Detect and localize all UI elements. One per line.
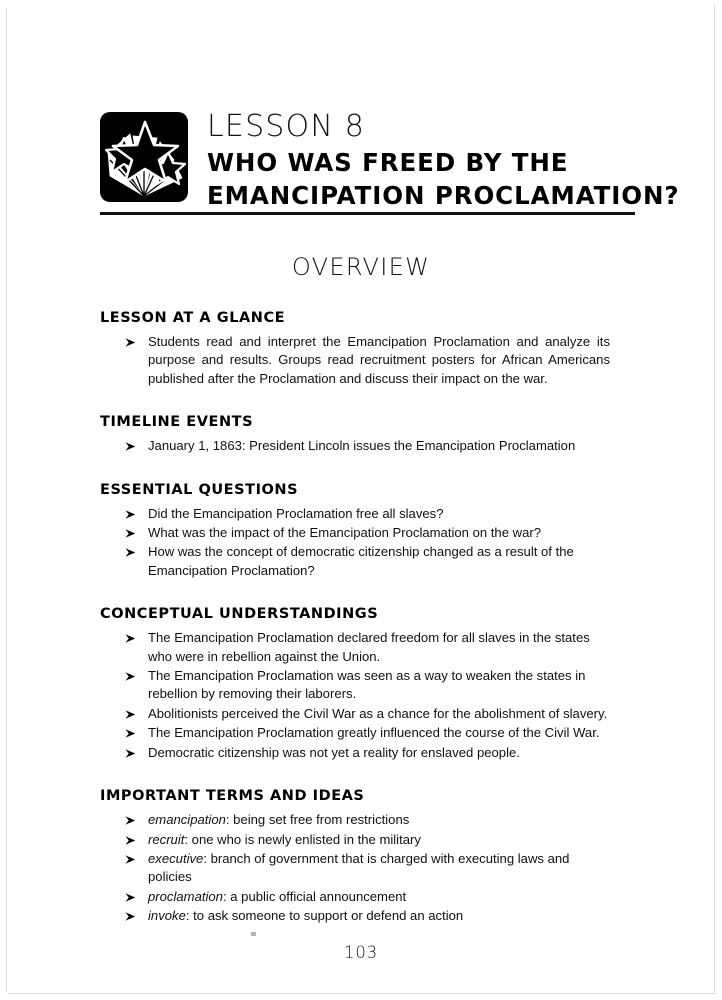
arrow-bullet-icon: [125, 850, 136, 864]
term-definition: : being set free from restrictions: [225, 812, 410, 828]
list-item-text: January 1, 1863: President Lincoln issues the Emancipation Proclamation: [148, 438, 576, 454]
overview-heading: OVERVIEW: [291, 253, 431, 281]
section-timeline-events: [100, 414, 612, 455]
section-lesson-at-a-glance: [100, 310, 612, 388]
bullet-list: [100, 629, 612, 762]
term-name: proclamation: [148, 888, 223, 904]
list-item: [100, 831, 612, 849]
term-name: invoke: [148, 908, 186, 924]
list-item-text: What was the impact of the Emancipation Proclamation on the war?: [148, 525, 542, 541]
section-conceptual-understandings: [100, 606, 612, 762]
bullet-list: [100, 811, 612, 925]
list-item: [100, 505, 612, 523]
arrow-bullet-icon: [125, 888, 136, 902]
arrow-bullet-icon: [125, 543, 136, 557]
arrow-bullet-icon: [125, 505, 136, 519]
arrow-bullet-icon: [125, 831, 136, 845]
section-heading: ESSENTIAL QUESTIONS: [100, 481, 299, 498]
arrow-bullet-icon: [125, 524, 136, 538]
list-item: [100, 705, 612, 723]
list-item: [100, 524, 612, 542]
arrow-bullet-icon: [125, 437, 136, 451]
scan-artifact-speck: [251, 932, 256, 936]
list-item: [100, 888, 612, 906]
lesson-number: LESSON 8: [207, 109, 366, 144]
list-item-text: Democratic citizenship was not yet a reality for enslaved people.: [148, 744, 520, 760]
list-item-text: Students read and interpret the Emancipation Proclamation and analyze its purpose and results. Groups read recruitment posters for African Americans published after the Proclamation and discuss their impact on the war.: [148, 334, 610, 386]
scan-edge-bottom: [8, 993, 714, 994]
scan-edge-right: [714, 4, 715, 994]
term-definition: : a public official announcement: [222, 888, 407, 904]
section-important-terms-and-ideas: [100, 788, 612, 925]
lesson-title-line-2: EMANCIPATION PROCLAMATION?: [207, 180, 680, 210]
masthead: [100, 109, 680, 210]
list-item: [100, 850, 612, 887]
term-definition: : one who is newly enlisted in the military: [184, 831, 421, 847]
section-heading: TIMELINE EVENTS: [100, 414, 254, 431]
term-name: recruit: [148, 831, 185, 847]
arrow-bullet-icon: [125, 667, 136, 681]
arrow-bullet-icon: [125, 705, 136, 719]
bullet-list: [100, 333, 612, 388]
bullet-list: [100, 437, 612, 455]
section-essential-questions: [100, 482, 612, 581]
arrow-bullet-icon: [125, 811, 136, 825]
arrow-bullet-icon: [125, 907, 136, 921]
section-heading: CONCEPTUAL UNDERSTANDINGS: [100, 606, 379, 623]
title-divider-rule: [100, 212, 635, 215]
list-item: [100, 724, 612, 742]
term-name: emancipation: [148, 812, 226, 828]
list-item-text: Did the Emancipation Proclamation free all slaves?: [148, 505, 444, 521]
list-item-text: How was the concept of democratic citizenship changed as a result of the Emancipation Proclamation?: [148, 544, 574, 578]
list-item: [100, 811, 612, 829]
bullet-list: [100, 505, 612, 581]
arrow-bullet-icon: [125, 629, 136, 643]
list-item-text: The Emancipation Proclamation was seen as a way to weaken the states in rebellion by removing their laborers.: [148, 668, 586, 702]
list-item-text: The Emancipation Proclamation greatly influenced the course of the Civil War.: [148, 725, 600, 741]
term-name: executive: [148, 850, 204, 866]
list-item: [100, 437, 612, 455]
arrow-bullet-icon: [125, 744, 136, 758]
list-item: [100, 629, 612, 666]
section-heading: LESSON AT A GLANCE: [100, 310, 286, 326]
page-number: 103: [344, 943, 378, 962]
list-item: [100, 907, 612, 925]
list-item-text: The Emancipation Proclamation declared freedom for all slaves in the states who were in rebellion against the Union.: [148, 630, 590, 664]
term-definition: : to ask someone to support or defend an action: [185, 908, 464, 924]
arrow-bullet-icon: [125, 333, 136, 347]
title-block: [207, 110, 680, 209]
list-item: [100, 333, 612, 388]
term-definition: : branch of government that is charged with executing laws and policies: [148, 850, 570, 885]
lesson-title-line-1: WHO WAS FREED BY THE: [207, 148, 569, 177]
list-item: [100, 543, 612, 580]
list-item: [100, 667, 612, 704]
stars-burst-logo-icon: [100, 112, 188, 202]
list-item: [100, 744, 612, 762]
arrow-bullet-icon: [125, 724, 136, 738]
list-item-text: Abolitionists perceived the Civil War as a chance for the abolishment of slavery.: [148, 705, 608, 721]
section-heading: IMPORTANT TERMS AND IDEAS: [100, 788, 365, 805]
content-body: [100, 310, 612, 927]
scan-edge-left: [6, 8, 7, 992]
